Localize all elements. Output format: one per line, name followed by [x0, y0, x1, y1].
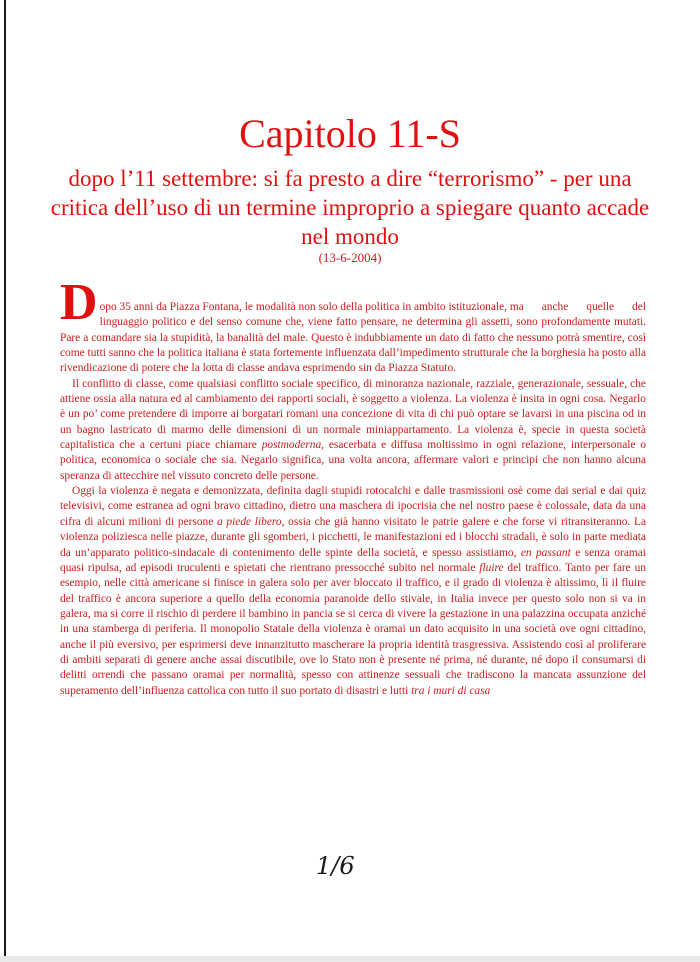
- paragraph-3-italic-1: a piede libero: [217, 515, 282, 528]
- paragraph-3-text-a: Oggi la violenza è negata e demonizzata, definita dagli stupidi rotocalchi e dalle trasmissioni osè come dai serial e dai quiz televisivi, come estranea ad ogni bravo cittadino, dietro una maschera di ipocrisia che nel nostro paese è colossale, data da una cifra di alcuni milioni di persone: [60, 485, 646, 528]
- chapter-subtitle: dopo l’11 settembre: si fa presto a dire “terrorismo” - per una critica dell’uso di un termine improprio a spiegare quanto accade nel mondo: [50, 166, 650, 249]
- paragraph-3-italic-2: en passant: [520, 546, 571, 559]
- chapter-title: Capitolo 11-S: [239, 111, 461, 156]
- paragraph-2-text-b: , esacerbata e diffusa moltissimo in ogni relazione, interpersonale o politica, economica o sociale che sia. Negarlo significa, una volta ancora, affermare valori e principi che non hanno alcuna speranza di attecchire nel vissuto concreto delle persone.: [60, 439, 647, 482]
- paragraph-3: [60, 484, 646, 699]
- paragraph-3-italic-4: tra i muri di casa: [411, 684, 491, 697]
- drop-cap: D: [60, 274, 98, 331]
- chapter-date: (13-6-2004): [318, 250, 382, 265]
- paragraph-1: [60, 274, 646, 377]
- paragraph-3-text-b: , ossia che già hanno visitato le patrie galere e che forse vi ritransiteranno. La violenza poliziesca nelle piazze, durante gli sgomberi, i picchetti, le manifestazioni ed i blocchi stradali, è solo in parte mediata da un’apparato politico-sindacale di contenimento delle spinte della società, e spesso assistiamo,: [60, 515, 647, 559]
- paragraph-2: [60, 377, 646, 484]
- paragraph-2-text-a: Il conflitto di classe, come qualsiasi conflitto sociale specifico, di minoranza nazionale, razziale, generazionale, sessuale, che attiene ossia alla natura ed al cambiamento dei rapporti sociali, è soggetto a violenza. La violenza è insita in ogni cosa. Negarlo è un po’ come pretendere di imporre ai borgatari romani una concezione di vita di chi può optare se lavarsi in una piscina od in un bagno lastricato di marmo delle dimensioni di un normale miniappartamento. La violenza è, specie in questa società capitalistica che a certuni piace chiamare: [60, 377, 646, 452]
- paragraph-1-lead: opo 35 anni da Piazza Fontana, le modalità non solo della politica in ambito istituzionale, ma: [99, 301, 524, 313]
- body-text: [60, 274, 647, 699]
- paragraph-3-italic-3: fluire: [479, 561, 504, 574]
- handwritten-page-number: 1/6: [316, 852, 355, 880]
- paragraph-3-text-d: del traffico. Tanto per fare un esempio, nelle città americane si finisce in galera solo per aver bloccato il traffico, e il grado di violenza è altissimo, lì il fluire del traffico è ancora superiore a quello della economia paranoide dello stivale, in Italia invece per questo solo non si va in galera, ma si corre il rischio di perdere il bambino in pancia se si cerca di vivere la gestazione in una palazzina occupata anziché in una stamberga di periferia. Il monopolio Statale della violenza è oramai un dato acquisito in una società ove ogni cittadino, anche il più eversivo, per esprimersi deve innanzitutto mascherare la propria identità trasgressiva. Assistendo così al proliferare di ambiti separati di genere anche assai discutibile, ove lo Stato non è presente né prima, né durante, né dopo il consumarsi di delitti orrendi che passano oramai per normalità, spesso con attinenze sessuali che tradiscono la mancata assunzione del superamento dell’influenza cattolica con tutto il suo portato di disastri e lutti: [60, 561, 646, 697]
- paragraph-2-italic: postmoderna: [261, 439, 322, 452]
- paragraph-1-rest: anche quelle del linguaggio politico e del senso comune che, viene fatto pensare, ne determina gli assetti, sono profondamente mutati. Pare a comandare sia la stupidità, la banalità del male. Questo è indubbiamente un dato di fatto che nessuno potrà smentire, così come tutti sanno che la politica italiana è stata fortemente influenzata dall’impedimento strutturale che la borghesia ha posto alla rivendicazione di potere che la lotta di classe andava esprimendo sin da Piazza Statuto.: [60, 301, 646, 375]
- scan-edge-bottom: [0, 956, 700, 962]
- paragraph-3-text-c: e senza oramai quasi ripulsa, ad episodi truculenti e spietati che rientrano pressocché subito nel normale: [60, 546, 646, 574]
